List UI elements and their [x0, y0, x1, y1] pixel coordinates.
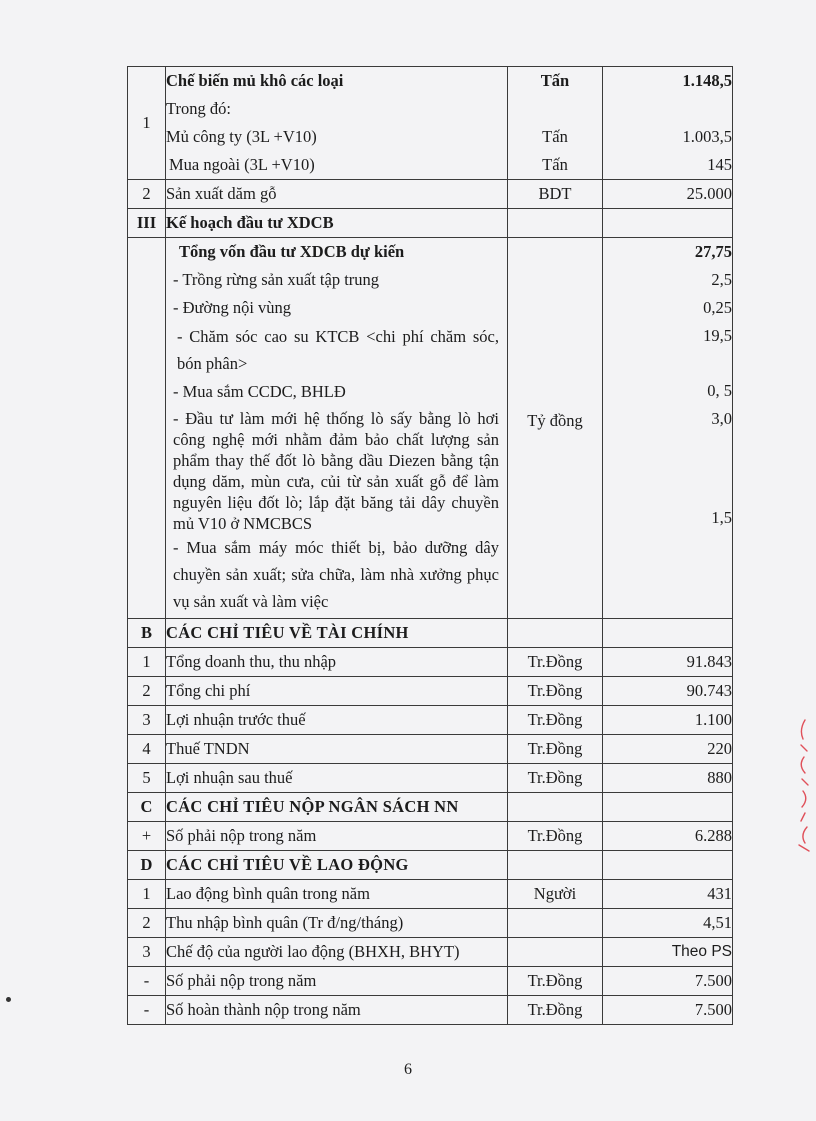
row-value: 431 [603, 880, 733, 909]
row-value-sub: 145 [707, 155, 732, 174]
section-number: III [128, 209, 166, 238]
row-sub-item: Mủ công ty (3L +V10) [166, 127, 317, 146]
row-value [603, 67, 733, 180]
section-title: CÁC CHỈ TIÊU VỀ LAO ĐỘNG [166, 851, 508, 880]
row-unit [508, 938, 603, 967]
row-value: 4,51 [603, 909, 733, 938]
investment-total-value: 27,75 [694, 242, 732, 261]
row-unit: Tr.Đồng [508, 967, 603, 996]
red-stamp-mark [793, 715, 815, 855]
row-unit: BDT [508, 180, 603, 209]
row-number-text: 1 [142, 113, 151, 132]
row-label: Thuế TNDN [166, 735, 508, 764]
row-value: 90.743 [603, 677, 733, 706]
row-value: Theo PS [603, 938, 733, 967]
section-heading-row [128, 793, 733, 822]
row-unit: Tr.Đồng [508, 706, 603, 735]
row-label: Số hoàn thành nộp trong năm [166, 996, 508, 1025]
row-number: 3 [128, 938, 166, 967]
row-number: - [128, 996, 166, 1025]
plan-table [127, 66, 733, 1025]
row-number: - [128, 967, 166, 996]
row-unit-main: Tấn [540, 71, 570, 90]
row-value: 1.100 [603, 706, 733, 735]
investment-block-row [128, 238, 733, 619]
row-number [128, 67, 166, 180]
row-value: 7.500 [603, 967, 733, 996]
row-unit [508, 909, 603, 938]
investment-total-label: Tổng vốn đầu tư XDCB dự kiến [179, 242, 405, 261]
table-row [128, 996, 733, 1025]
table-row [128, 764, 733, 793]
table-row [128, 180, 733, 209]
scan-dot [6, 997, 11, 1002]
investment-item: - Chăm sóc cao su KTCB <chi phí chăm sóc, bón phân> [177, 327, 499, 373]
section-number: C [128, 793, 166, 822]
investment-values [603, 238, 733, 619]
investment-value: 2,5 [711, 270, 732, 289]
row-label: Tổng doanh thu, thu nhập [166, 648, 508, 677]
investment-value: 3,0 [711, 409, 732, 428]
row-label: Sản xuất dăm gỗ [166, 180, 508, 209]
investment-unit-text: Tỷ đồng [527, 411, 583, 430]
row-subheading: Trong đó: [166, 99, 231, 118]
section-number: D [128, 851, 166, 880]
row-value: 220 [603, 735, 733, 764]
table-row [128, 677, 733, 706]
table-row [128, 706, 733, 735]
investment-item: - Đường nội vùng [173, 298, 292, 317]
row-unit: Tr.Đồng [508, 648, 603, 677]
section-number: B [128, 619, 166, 648]
section-heading-row [128, 209, 733, 238]
section-heading-row [128, 619, 733, 648]
row-number: 3 [128, 706, 166, 735]
investment-value: 0, 5 [707, 381, 732, 400]
table-row [128, 648, 733, 677]
row-unit [508, 67, 603, 180]
row-unit: Tr.Đồng [508, 735, 603, 764]
investment-unit [508, 238, 603, 619]
row-number: 1 [128, 880, 166, 909]
investment-item: - Trồng rừng sản xuất tập trung [173, 270, 380, 289]
row-label: Lợi nhuận sau thuế [166, 764, 508, 793]
row-unit: Tr.Đồng [508, 677, 603, 706]
section-heading-row [128, 851, 733, 880]
table-row [128, 967, 733, 996]
row-unit: Tr.Đồng [508, 996, 603, 1025]
table-row [128, 735, 733, 764]
row-value-main: 1.148,5 [682, 71, 732, 90]
table-row [128, 822, 733, 851]
row-number: 2 [128, 180, 166, 209]
row-unit: Người [508, 880, 603, 909]
section-title: CÁC CHỈ TIÊU NỘP NGÂN SÁCH NN [166, 793, 508, 822]
row-number: 4 [128, 735, 166, 764]
row-value: 6.288 [603, 822, 733, 851]
section-title: CÁC CHỈ TIÊU VỀ TÀI CHÍNH [166, 619, 508, 648]
row-number: 1 [128, 648, 166, 677]
row-unit-sub: Tấn [542, 155, 568, 174]
investment-value: 19,5 [703, 326, 732, 345]
row-number: 5 [128, 764, 166, 793]
row-unit-sub: Tấn [542, 127, 568, 146]
table-row [128, 67, 733, 180]
row-label: Lợi nhuận trước thuế [166, 706, 508, 735]
page-number: 6 [404, 1061, 412, 1078]
row-label: Số phải nộp trong năm [166, 822, 508, 851]
investment-item: - Mua sắm máy móc thiết bị, bảo dưỡng dây chuyền sản xuất; sửa chữa, làm nhà xưởng phục vụ sản xuất và làm việc [173, 538, 499, 611]
investment-item: - Đầu tư làm mới hệ thống lò sấy bằng lò hơi công nghệ mới nhằm đảm bảo chất lượng sản phẩm thay thế đốt lò bằng dầu Diezen bằng tận dụng dăm, mùn cưa, củi từ sản xuất gỗ để làm nguyên liệu đốt lò; lắp đặt băng tải dây chuyền mủ V10 ở NMCBCS [173, 409, 499, 533]
row-sub-item: Mua ngoài (3L +V10) [169, 155, 315, 174]
row-number: + [128, 822, 166, 851]
table-row [128, 909, 733, 938]
investment-item: - Mua sắm CCDC, BHLĐ [173, 382, 346, 401]
row-label: Thu nhập bình quân (Tr đ/ng/tháng) [166, 909, 508, 938]
row-label: Lao động bình quân trong năm [166, 880, 508, 909]
row-title: Chế biến mủ khô các loại [166, 71, 344, 90]
section-title: Kế hoạch đầu tư XDCB [166, 209, 508, 238]
row-description [166, 67, 508, 180]
row-label: Chế độ của người lao động (BHXH, BHYT) [166, 938, 508, 967]
table-row [128, 880, 733, 909]
row-number: 2 [128, 677, 166, 706]
row-label: Số phải nộp trong năm [166, 967, 508, 996]
row-label: Tổng chi phí [166, 677, 508, 706]
row-value: 880 [603, 764, 733, 793]
row-unit: Tr.Đồng [508, 822, 603, 851]
investment-description [166, 238, 508, 619]
investment-value: 0,25 [703, 298, 732, 317]
row-value: 25.000 [603, 180, 733, 209]
row-value: 7.500 [603, 996, 733, 1025]
row-unit: Tr.Đồng [508, 764, 603, 793]
investment-value: 1,5 [711, 508, 732, 527]
table-row [128, 938, 733, 967]
row-value-sub: 1.003,5 [682, 127, 732, 146]
row-number: 2 [128, 909, 166, 938]
row-value: 91.843 [603, 648, 733, 677]
